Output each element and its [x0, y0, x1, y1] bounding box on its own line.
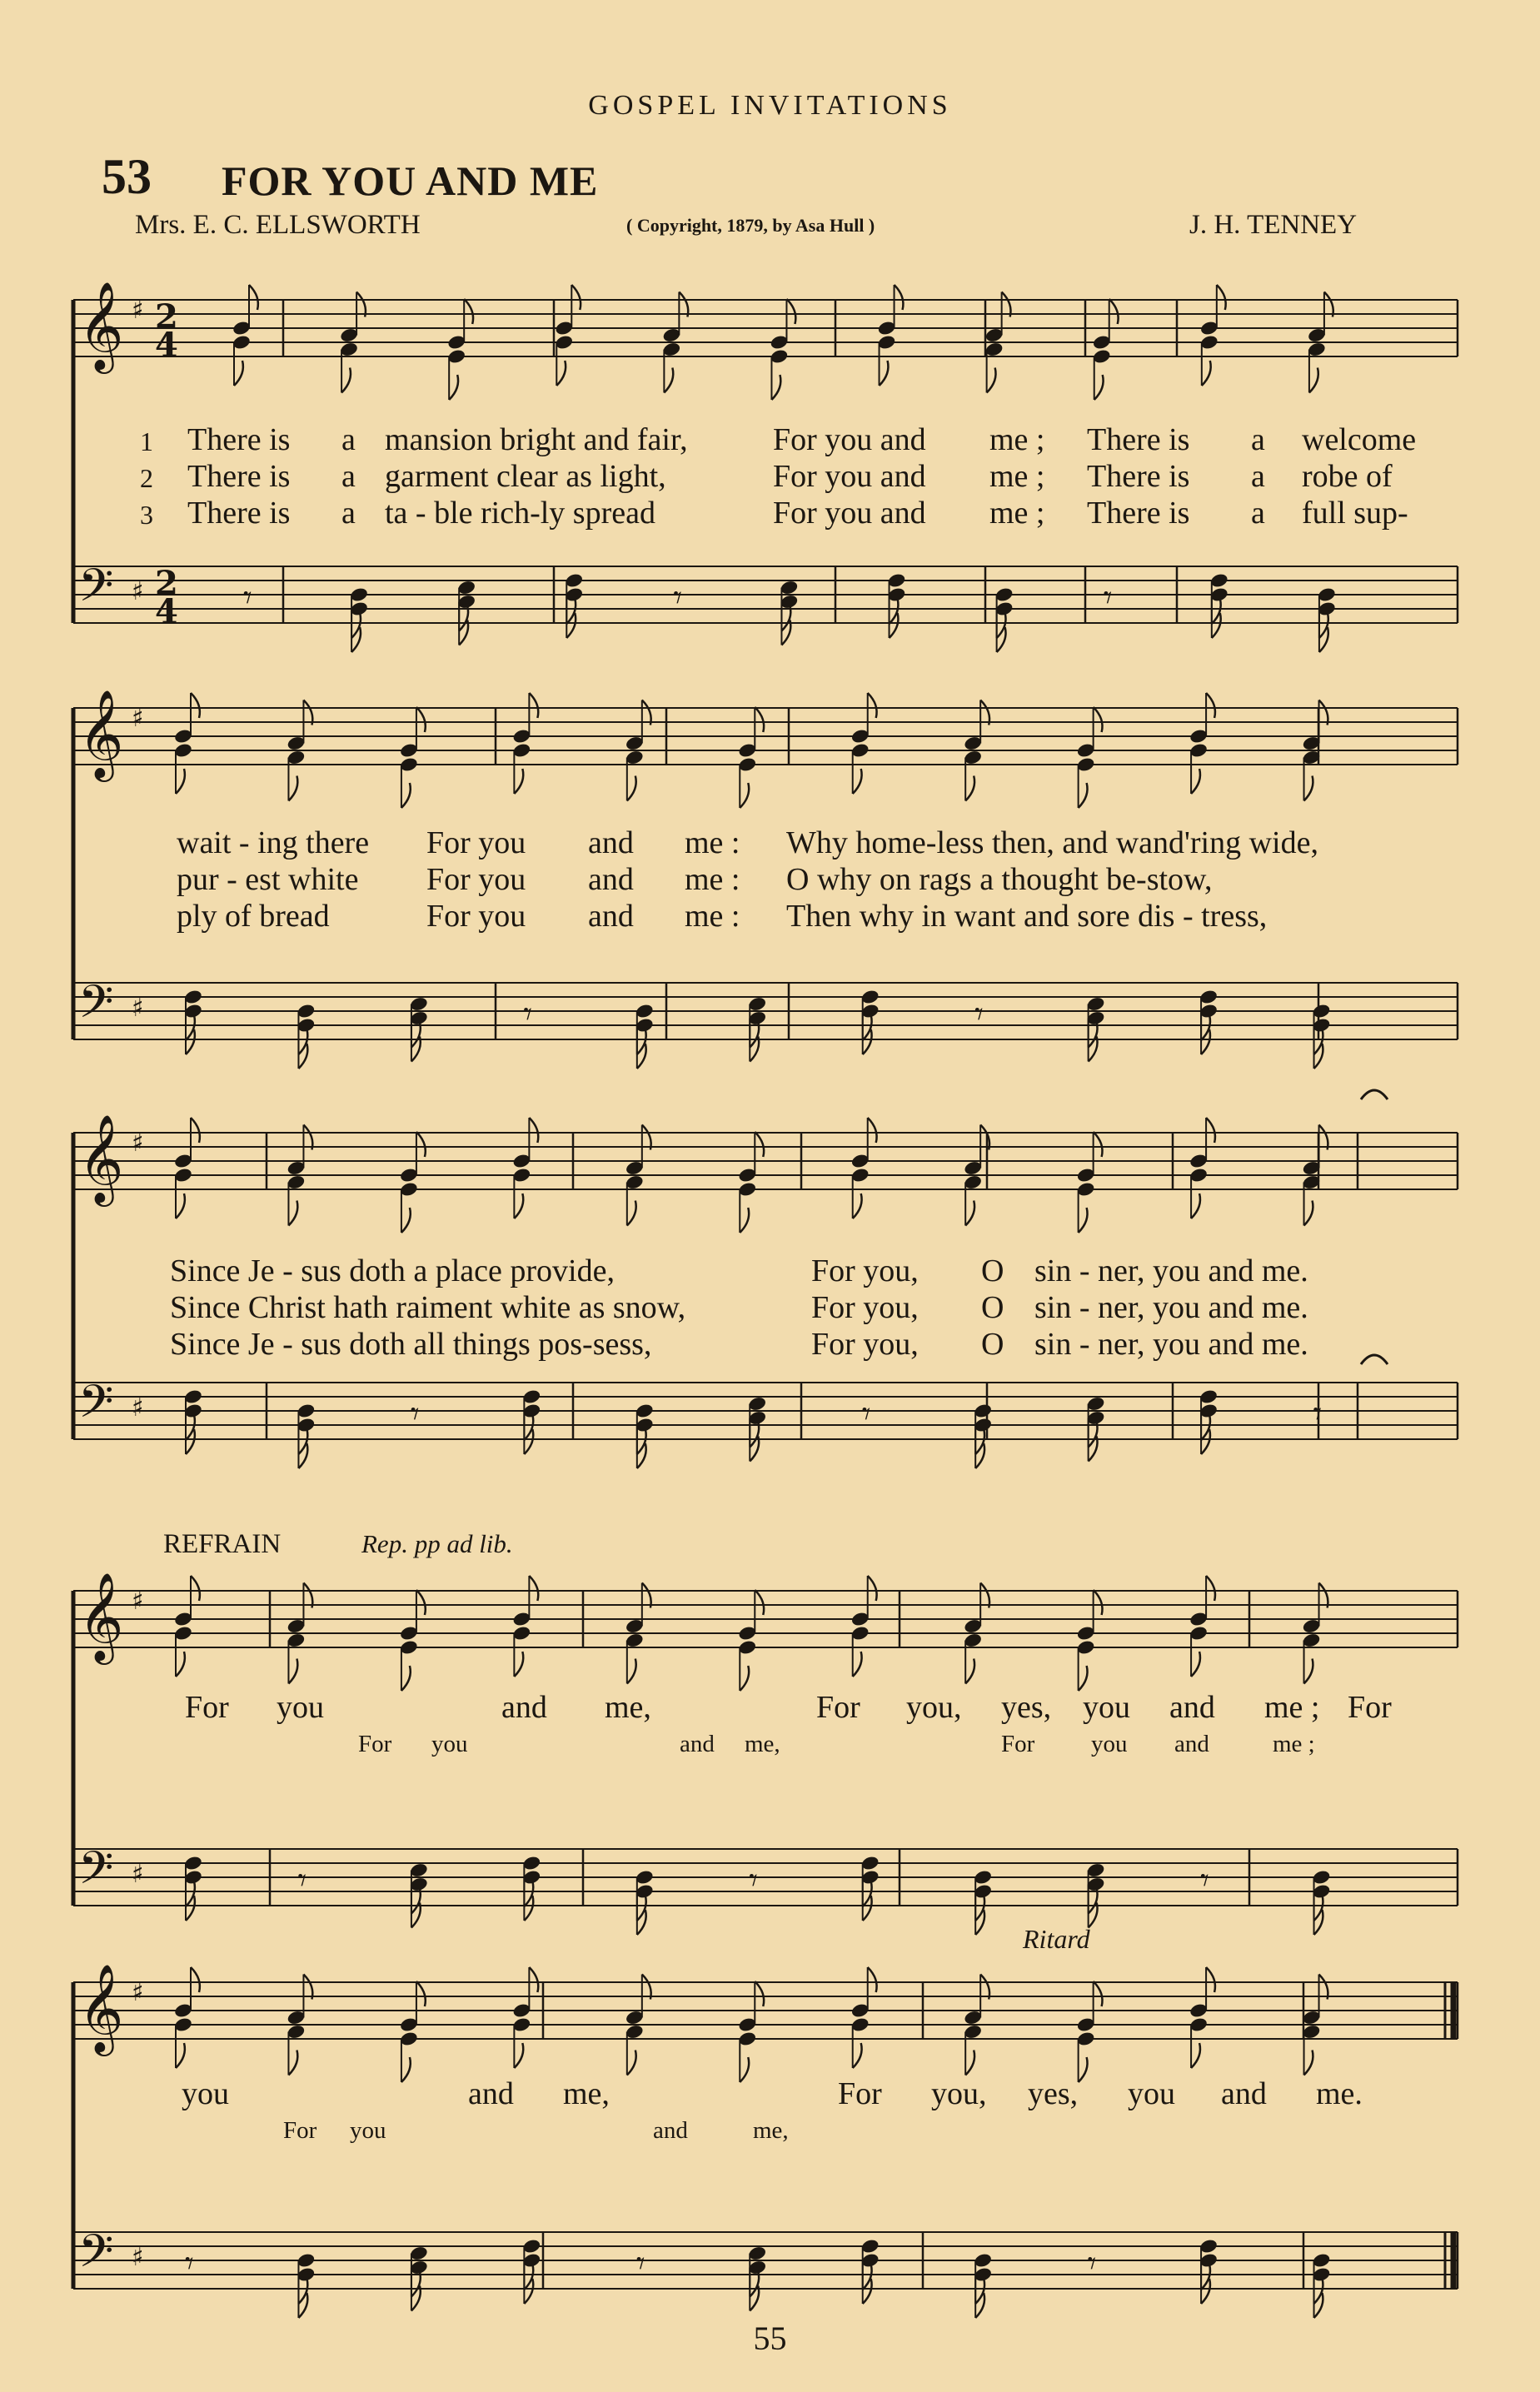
note-flag [1094, 1590, 1103, 1615]
note-flag [191, 1967, 200, 1992]
lyric-word: O why on rags a thought be-stow, [786, 862, 1213, 897]
note-flag [529, 693, 538, 718]
key-signature-sharp: ♯ [132, 577, 144, 606]
note-flag [1201, 1415, 1210, 1440]
lyric-word: For you and [773, 422, 926, 457]
note-flag [556, 361, 566, 386]
note-flag [965, 1201, 974, 1226]
refrain-word: For [1348, 1690, 1392, 1725]
note-flag [863, 2265, 872, 2290]
note-flag [1206, 1118, 1215, 1143]
refrain-label: REFRAIN [163, 1529, 282, 1559]
note-flag [965, 776, 974, 801]
author-credit: Mrs. E. C. ELLSWORTH [135, 210, 421, 240]
key-signature-sharp: ♯ [132, 1978, 144, 2007]
note-flag [1094, 1132, 1103, 1157]
note-flag [1094, 375, 1104, 400]
verse-number: 3 [140, 500, 153, 530]
lyric-word: mansion bright and fair, [385, 422, 688, 457]
note-flag [868, 1576, 877, 1601]
note-flag [529, 1576, 538, 1601]
note-flag [853, 769, 862, 794]
page-number: 55 [753, 2320, 787, 2357]
eighth-rest: 𝄾 [635, 2245, 645, 2283]
note-flag [401, 1208, 411, 1233]
lyric-word: me ; [989, 422, 1045, 457]
lyric-word: and [588, 862, 634, 897]
note-flag [524, 2265, 533, 2290]
refrain-word: For [816, 1690, 860, 1725]
note-flag [755, 1590, 764, 1615]
note-flag [895, 285, 904, 310]
lyric-word: For you, [811, 1253, 919, 1288]
refrain-echo-word: and [680, 1731, 715, 1757]
note-flag [740, 783, 749, 808]
note-flag [1191, 1652, 1200, 1677]
note-flag [1319, 613, 1328, 638]
note-flag [987, 368, 996, 393]
lyric-word: There is [1087, 459, 1190, 494]
note-flag [627, 1659, 636, 1684]
eighth-rest: 𝄾 [297, 1861, 307, 1900]
bass-clef: 𝄢 [78, 975, 114, 1039]
note-flag [1191, 769, 1200, 794]
note-flag [1079, 783, 1088, 808]
lyric-word: For you, [811, 1290, 919, 1325]
lyric-word: full sup- [1302, 496, 1408, 531]
note-flag [853, 1652, 862, 1677]
note-flag [514, 769, 523, 794]
note-flag [416, 707, 426, 732]
note-flag [298, 2279, 307, 2304]
refrain-echo-word: and [653, 2117, 688, 2144]
refrain-echo-word: me, [745, 1731, 780, 1757]
note-flag [975, 1429, 984, 1454]
lyric-word: me : [685, 862, 740, 897]
lyric-word: For you [426, 825, 526, 860]
note-flag [863, 1881, 872, 1906]
refrain-echo-word: me ; [1273, 1731, 1315, 1757]
note-flag [1109, 299, 1119, 324]
lyric-word: a [1251, 496, 1265, 531]
note-flag [288, 1201, 297, 1226]
lyric-word: a [341, 422, 356, 457]
note-flag [249, 285, 258, 310]
lyric-word: ta - ble rich-ly spread [385, 496, 655, 531]
key-signature-sharp: ♯ [132, 296, 144, 325]
refrain-word: you, [931, 2076, 987, 2111]
lyric-word: There is [187, 422, 291, 457]
note-flag [965, 2051, 974, 2076]
note-flag [997, 613, 1006, 638]
refrain-word: me, [605, 1690, 651, 1725]
lyric-word: There is [1087, 496, 1190, 531]
note-flag [1191, 1194, 1200, 1218]
refrain-echo-word: For [1001, 1731, 1035, 1757]
note-flag [863, 1015, 872, 1040]
note-flag [740, 1666, 749, 1691]
key-signature-sharp: ♯ [132, 1393, 144, 1423]
note-flag [1079, 2057, 1088, 2082]
key-signature-sharp: ♯ [132, 2243, 144, 2272]
note-flag [1079, 1666, 1088, 1691]
refrain-word: me ; [1264, 1690, 1320, 1725]
note-flag [341, 368, 351, 393]
lyric-word: and [588, 899, 634, 934]
bass-clef: 𝄢 [78, 559, 114, 623]
refrain-word: and [468, 2076, 514, 2111]
note-flag [975, 2279, 984, 2304]
lyric-word: welcome [1302, 422, 1417, 457]
lyric-word: For you and [773, 496, 926, 531]
note-flag [1079, 1208, 1088, 1233]
note-flag [416, 1132, 426, 1157]
lyric-word: a [341, 496, 356, 531]
time-signature-bottom: 4 [155, 592, 178, 631]
refrain-word: and [1221, 2076, 1267, 2111]
note-flag [868, 693, 877, 718]
note-flag [1304, 2051, 1313, 2076]
eighth-rest: 𝄾 [1087, 2245, 1097, 2283]
lyric-word: There is [1087, 422, 1190, 457]
note-flag [740, 1208, 749, 1233]
note-flag [637, 1896, 646, 1921]
eighth-rest: 𝄾 [523, 995, 533, 1034]
note-flag [176, 2043, 185, 2068]
lyric-word: me : [685, 825, 740, 860]
note-flag [416, 1590, 426, 1615]
note-flag [1309, 368, 1318, 393]
note-flag [566, 599, 576, 624]
note-flag [234, 361, 243, 386]
lyric-word: For you [426, 899, 526, 934]
note-flag [975, 1896, 984, 1921]
lyric-word: For you, [811, 1327, 919, 1362]
note-flag [853, 2043, 862, 2068]
note-flag [771, 375, 780, 400]
lyric-word: a [1251, 459, 1265, 494]
note-flag [740, 2057, 749, 2082]
note-flag [176, 769, 185, 794]
lyric-word: Since Je - sus doth a place provide, [170, 1253, 615, 1288]
note-flag [627, 2051, 636, 2076]
lyric-word: wait - ing there [177, 825, 370, 860]
key-signature-sharp: ♯ [132, 704, 144, 733]
refrain-word: you, [906, 1690, 962, 1725]
refrain-word: you [277, 1690, 324, 1725]
key-signature-sharp: ♯ [132, 1860, 144, 1889]
note-flag [176, 1652, 185, 1677]
lyric-word: pur - est white [177, 862, 359, 897]
note-flag [965, 1659, 974, 1684]
note-flag [464, 299, 473, 324]
refrain-echo-word: me, [753, 2117, 789, 2144]
note-flag [890, 599, 899, 624]
composer-credit: J. H. TENNEY [1189, 210, 1358, 240]
refrain-echo-word: and [1174, 1731, 1209, 1757]
key-signature-sharp: ♯ [132, 1129, 144, 1158]
refrain-word: For [838, 2076, 882, 2111]
note-flag [1191, 2043, 1200, 2068]
refrain-dynamics: Rep. pp ad lib. [361, 1529, 513, 1558]
ritard-marking: Ritard [1023, 1924, 1090, 1954]
refrain-word: For [185, 1690, 229, 1725]
time-signature-bottom: 4 [155, 326, 178, 365]
time-signature-top: 2 [155, 297, 178, 336]
eighth-rest: 𝄾 [1200, 1861, 1209, 1900]
treble-clef: 𝄞 [78, 1114, 124, 1203]
key-signature-sharp: ♯ [132, 1587, 144, 1616]
note-flag [637, 1029, 646, 1054]
note-flag [401, 783, 411, 808]
treble-clef: 𝄞 [78, 1572, 124, 1661]
note-flag [288, 776, 297, 801]
note-flag [449, 375, 458, 400]
treble-clef: 𝄞 [78, 281, 124, 370]
lyric-word: ply of bread [177, 899, 330, 934]
time-signature-top: 2 [155, 564, 178, 603]
running-header: GOSPEL INVITATIONS [588, 90, 952, 121]
key-signature-sharp: ♯ [132, 994, 144, 1023]
note-flag [627, 776, 636, 801]
verse-number: 1 [140, 426, 153, 456]
note-flag [1094, 1981, 1103, 2006]
note-flag [1201, 1015, 1210, 1040]
refrain-word: yes, [1028, 2076, 1079, 2111]
verse-number: 2 [140, 463, 153, 493]
note-flag [298, 1029, 307, 1054]
lyric-word: Since Je - sus doth all things pos-sess, [170, 1327, 652, 1362]
note-flag [1202, 361, 1211, 386]
refrain-word: you [1128, 2076, 1175, 2111]
refrain-echo-word: For [358, 1731, 392, 1757]
note-flag [351, 613, 361, 638]
refrain-word: me, [563, 2076, 610, 2111]
eighth-rest: 𝄾 [410, 1395, 420, 1433]
refrain-echo-word: you [1091, 1731, 1128, 1757]
note-flag [627, 1201, 636, 1226]
fermata-mark [1361, 1090, 1388, 1099]
note-flag [853, 1194, 862, 1218]
bass-clef: 𝄢 [78, 1841, 114, 1906]
refrain-word: and [501, 1690, 547, 1725]
eighth-rest: 𝄾 [749, 1861, 758, 1900]
lyric-word: For you and [773, 459, 926, 494]
note-flag [755, 707, 764, 732]
bass-clef: 𝄢 [78, 2225, 114, 2289]
lyric-word: O [981, 1327, 1004, 1362]
refrain-word: me. [1316, 2076, 1363, 2111]
lyric-word: For you [426, 862, 526, 897]
note-flag [524, 1881, 533, 1906]
note-flag [1094, 707, 1103, 732]
fermata-mark [1361, 1355, 1388, 1364]
refrain-word: and [1169, 1690, 1215, 1725]
eighth-rest: 𝄾 [673, 579, 683, 617]
refrain-echo-word: you [431, 1731, 468, 1757]
hymn-number: 53 [102, 149, 152, 204]
treble-clef: 𝄞 [78, 1963, 124, 2052]
note-flag [186, 1015, 195, 1040]
lyric-word: There is [187, 496, 291, 531]
note-flag [1304, 776, 1313, 801]
note-flag [1304, 1201, 1313, 1226]
note-flag [191, 693, 200, 718]
note-flag [880, 361, 889, 386]
note-flag [514, 1652, 523, 1677]
refrain-word: you [1083, 1690, 1130, 1725]
note-flag [868, 1118, 877, 1143]
lyric-word: me ; [989, 459, 1045, 494]
note-flag [1304, 1659, 1313, 1684]
note-flag [401, 2057, 411, 2082]
note-flag [529, 1118, 538, 1143]
lyric-word: a [1251, 422, 1265, 457]
note-flag [1212, 599, 1221, 624]
bass-clef: 𝄢 [78, 1375, 114, 1439]
note-flag [755, 1981, 764, 2006]
lyric-word: O [981, 1253, 1004, 1288]
note-flag [1206, 1576, 1215, 1601]
note-flag [191, 1118, 200, 1143]
lyric-word: robe of [1302, 459, 1393, 494]
eighth-rest: 𝄾 [1313, 1395, 1323, 1433]
copyright-notice: ( Copyright, 1879, by Asa Hull ) [626, 215, 875, 236]
note-flag [514, 2043, 523, 2068]
note-flag [186, 1881, 195, 1906]
lyric-word: and [588, 825, 634, 860]
eighth-rest: 𝄾 [185, 2245, 194, 2283]
note-flag [416, 1981, 426, 2006]
note-flag [298, 1429, 307, 1454]
lyric-word: sin - ner, you and me. [1034, 1327, 1308, 1362]
eighth-rest: 𝄾 [243, 579, 252, 617]
refrain-word: you [182, 2076, 229, 2111]
eighth-rest: 𝄾 [861, 1395, 871, 1433]
note-flag [1314, 2279, 1323, 2304]
note-flag [1314, 1896, 1323, 1921]
note-flag [176, 1194, 185, 1218]
lyric-word: garment clear as light, [385, 459, 666, 494]
lyric-word: Why home-less then, and wand'ring wide, [786, 825, 1318, 860]
lyric-word: There is [187, 459, 291, 494]
note-flag [529, 1967, 538, 1992]
hymn-title: FOR YOU AND ME [222, 157, 599, 204]
note-flag [288, 1659, 297, 1684]
note-flag [637, 1429, 646, 1454]
note-flag [1206, 693, 1215, 718]
note-flag [186, 1415, 195, 1440]
note-flag [1201, 2265, 1210, 2290]
note-flag [664, 368, 673, 393]
note-flag [868, 1967, 877, 1992]
note-flag [1206, 1967, 1215, 1992]
note-flag [514, 1194, 523, 1218]
eighth-rest: 𝄾 [974, 995, 984, 1034]
lyric-word: me : [685, 899, 740, 934]
lyric-word: Since Christ hath raiment white as snow, [170, 1290, 686, 1325]
note-flag [571, 285, 581, 310]
lyric-word: sin - ner, you and me. [1034, 1253, 1308, 1288]
lyric-word: Then why in want and sore dis - tress, [786, 899, 1268, 934]
note-flag [524, 1415, 533, 1440]
lyric-word: O [981, 1290, 1004, 1325]
eighth-rest: 𝄾 [1103, 579, 1113, 617]
lyric-word: me ; [989, 496, 1045, 531]
note-flag [288, 2051, 297, 2076]
note-flag [191, 1576, 200, 1601]
note-flag [755, 1132, 764, 1157]
lyric-word: a [341, 459, 356, 494]
treble-clef: 𝄞 [78, 689, 124, 778]
lyric-word: sin - ner, you and me. [1034, 1290, 1308, 1325]
note-flag [786, 299, 795, 324]
refrain-echo-word: For [283, 2117, 317, 2144]
note-flag [1217, 285, 1226, 310]
note-flag [401, 1666, 411, 1691]
refrain-word: yes, [1001, 1690, 1052, 1725]
refrain-echo-word: you [350, 2117, 386, 2144]
